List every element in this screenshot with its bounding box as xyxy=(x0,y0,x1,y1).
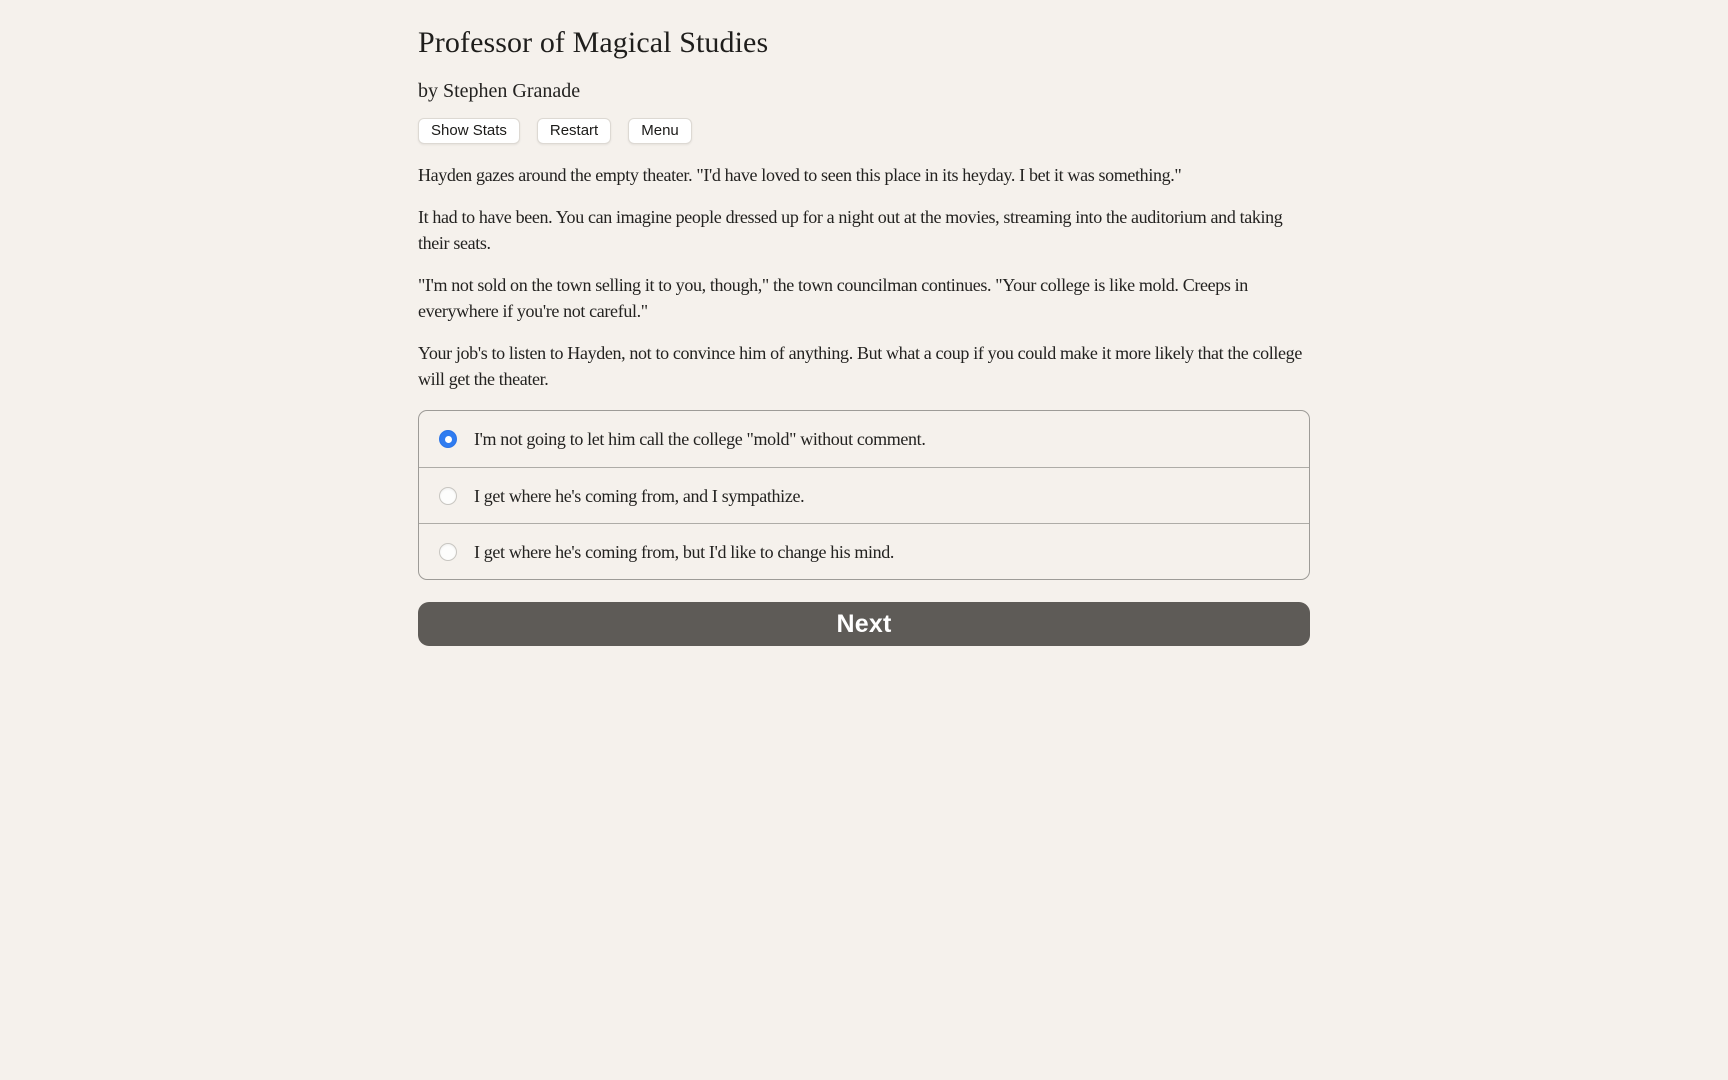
radio-button-icon[interactable] xyxy=(439,430,457,448)
menu-button[interactable]: Menu xyxy=(628,118,692,144)
story-paragraph: Hayden gazes around the empty theater. "I'd have loved to seen this place in its heyday. I bet it was something." xyxy=(418,165,1182,185)
radio-button-icon[interactable] xyxy=(439,543,457,561)
restart-button[interactable]: Restart xyxy=(537,118,611,144)
radio-button-icon[interactable] xyxy=(439,487,457,505)
story-paragraph: Your job's to listen to Hayden, not to convince him of anything. But what a coup if you could make it more likely that the college will get the theater. xyxy=(418,343,1302,389)
story-text xyxy=(418,162,1310,392)
next-button[interactable]: Next xyxy=(418,602,1310,646)
choice-option-3[interactable] xyxy=(419,523,1309,579)
story-paragraph: It had to have been. You can imagine people dressed up for a night out at the movies, streaming into the auditorium and taking their seats. xyxy=(418,207,1283,253)
page-title: Professor of Magical Studies xyxy=(418,26,769,59)
choice-option-label: I'm not going to let him call the college "mold" without comment. xyxy=(474,429,926,449)
choice-option-2[interactable] xyxy=(419,467,1309,523)
story-paragraph: "I'm not sold on the town selling it to you, though," the town councilman continues. "Your college is like mold. Creeps in everywhere if you're not careful." xyxy=(418,275,1248,321)
choice-option-1[interactable] xyxy=(419,411,1309,467)
choice-option-label: I get where he's coming from, but I'd like to change his mind. xyxy=(474,541,895,562)
choice-list xyxy=(418,410,1310,580)
author-byline: by Stephen Granade xyxy=(418,80,581,102)
toolbar xyxy=(418,118,1310,144)
choice-option-label: I get where he's coming from, and I sympathize. xyxy=(474,485,805,506)
show-stats-button[interactable]: Show Stats xyxy=(418,118,520,144)
content-column xyxy=(418,0,1310,646)
